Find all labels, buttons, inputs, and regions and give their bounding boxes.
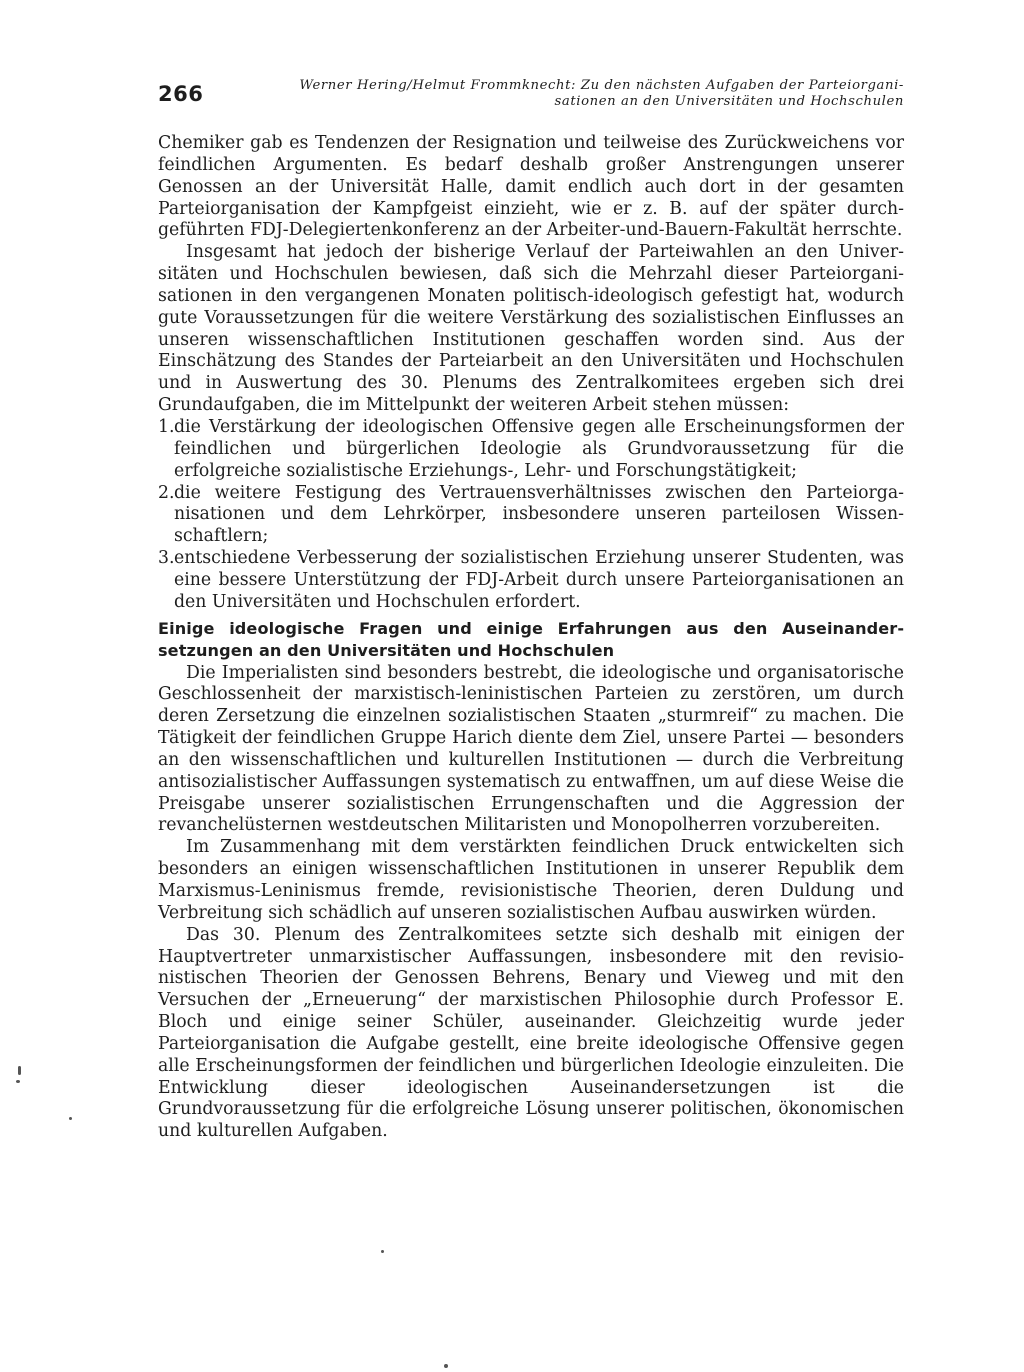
page-number: 266 [158, 82, 204, 106]
running-head-line-1: Werner Hering/Helmut Frommknecht: Zu den nächsten Aufgaben der Parteiorgani- [299, 78, 904, 93]
running-head [264, 78, 904, 110]
scan-speck [18, 1066, 21, 1075]
scan-speck [444, 1364, 448, 1368]
task-list [158, 417, 904, 614]
task-item-2 [158, 483, 904, 549]
task-number: 3. [158, 548, 175, 569]
task-text: die weitere Festigung des Vertrauensverhältnisses zwischen den Parteiorganisationen und dem Lehrkörper, insbesondere unseren parteilosen Wissenschaftlern; [174, 482, 904, 547]
task-text: entschiedene Verbesserung der sozialistischen Erziehung unserer Studenten, was eine bessere Unterstützung der FDJ-Arbeit durch unsere Parteiorganisationen an den Universitäten und Hochschulen erfordert. [174, 548, 904, 612]
running-head-line-2: sationen an den Universitäten und Hochschulen [554, 94, 904, 109]
section-heading: Einige ideologische Fragen und einige Erfahrungen aus den Auseinandersetzungen an den Universitäten und Hochschulen [158, 618, 904, 660]
scan-speck [69, 1117, 72, 1120]
paragraph-revisionist-theories: Im Zusammenhang mit dem verstärkten feindlichen Druck entwickelten sich besonders an einigen wissenschaftlichen Institutionen in unserer Republik dem Marxismus-Leninismus fremde, revisionistische Theorien, deren Duldung und Verbreitung sich schädlich auf unseren sozialistischen Aufbau auswirken würden. [158, 837, 904, 923]
scan-speck [16, 1080, 20, 1083]
task-number: 2. [158, 482, 175, 503]
paragraph-imperialists: Die Imperialisten sind besonders bestrebt, die ideologische und organisatorische Geschlossenheit der marxistisch-leninistischen Parteien zu zerstören, um durch deren Zersetzung die einzelnen sozialistischen Staaten „sturmreif“ zu machen. Die Tätigkeit der feindlichen Gruppe Harich diente dem Ziel, unsere Partei — besonders an den wissenschaftlichen und kulturellen Institutionen — durch die Verbreitung antisozialistischer Auffassungen systematisch zu entwaffnen, um auf diese Weise die Preisgabe unserer sozialistischen Errungenschaften und die Aggression der revanchelüsternen westdeutschen Militaristen und Monopolherren vorzubereiten. [158, 662, 904, 836]
paragraph-party-elections: Insgesamt hat jedoch der bisherige Verlauf der Parteiwahlen an den Universitäten und Hochschulen bewiesen, daß sich die Mehrzahl dieser Parteiorganisationen in den vergangenen Monaten politisch-ideologisch gefestigt hat, wodurch gute Voraussetzungen für die weitere Verstärkung des sozialistischen Einflusses an unseren wissenschaftlichen Institutionen geschaffen worden sind. Aus der Einschätzung des Standes der Parteiarbeit an den Universitäten und Hochschulen und in Auswertung des 30. Plenums des Zentralkomitees ergeben sich drei Grundaufgaben, die im Mittelpunkt der weiteren Arbeit stehen müssen: [158, 242, 904, 416]
body-text [158, 133, 904, 1143]
task-number: 1. [158, 416, 175, 437]
scan-speck [381, 1250, 384, 1253]
page-header [158, 78, 904, 126]
paragraph-continuation: Chemiker gab es Tendenzen der Resignation und teilweise des Zurückweichens vor feindlichen Argumenten. Es bedarf deshalb großer Anstrengungen unserer Genossen an der Universität Halle, damit endlich auch dort in der gesamten Parteiorganisation der Kampfgeist einzieht, wie er z. B. auf der später durchgeführten FDJ-Delegiertenkonferenz an der Arbeiter-und-Bauern-Fakultät herrschte. [158, 133, 904, 241]
paragraph-plenum: Das 30. Plenum des Zentralkomitees setzte sich deshalb mit einigen der Hauptvertreter unmarxistischer Auffassungen, insbesondere mit den revisionistischen Theorien der Genossen Behrens, Benary und Vieweg und mit den Versuchen der „Erneuerung“ der marxistischen Philosophie durch Professor E. Bloch und einige seiner Schüler, auseinander. Gleichzeitig wurde jeder Parteiorganisation die Aufgabe gestellt, eine breite ideologische Offensive gegen alle Erscheinungsformen der feindlichen und bürgerlichen Ideologie einzuleiten. Die Entwicklung dieser ideologischen Auseinandersetzungen ist die Grundvoraussetzung für die erfolgreiche Lösung unserer politischen, ökonomischen und kulturellen Aufgaben. [158, 924, 904, 1142]
task-text: die Verstärkung der ideologischen Offensive gegen alle Erscheinungsformen der feindlichen und bürgerlichen Ideologie als Grundvoraussetzung für die erfolgreiche sozialistische Erziehungs-, Lehr- und Forschungstätigkeit; [174, 416, 904, 481]
task-item-3 [158, 548, 904, 614]
task-item-1 [158, 417, 904, 483]
